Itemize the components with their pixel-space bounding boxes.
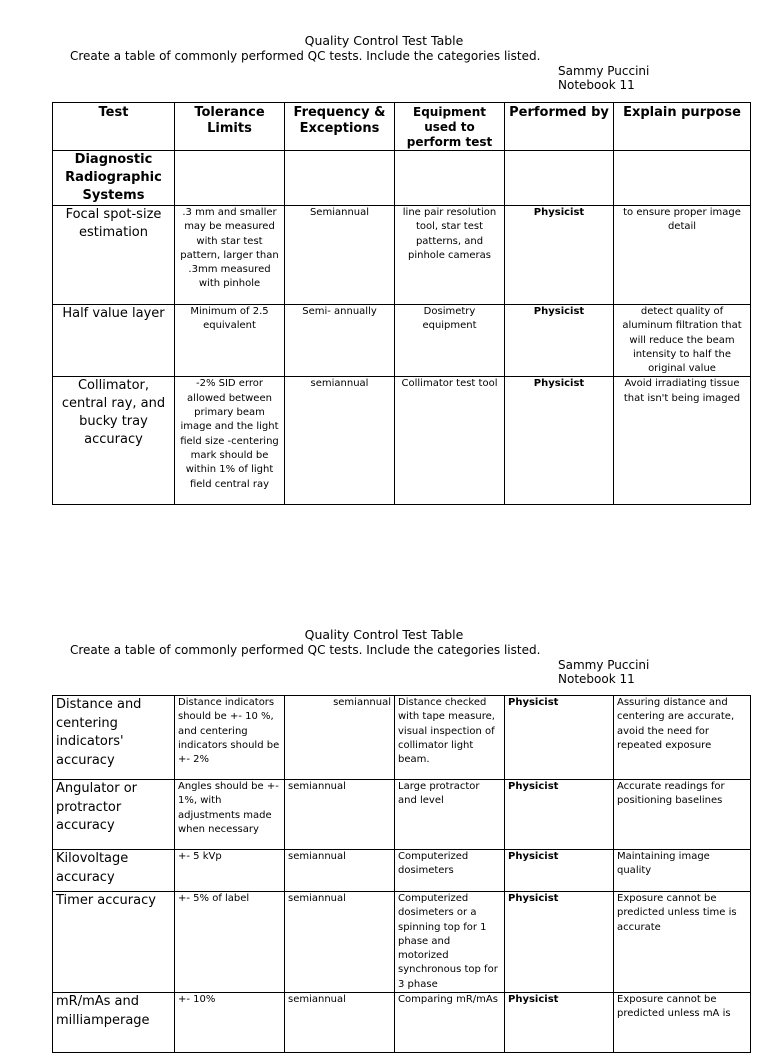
purpose-cell: Exposure cannot be predicted unless time is accurate xyxy=(614,892,751,993)
author-notebook: Notebook 11 xyxy=(558,78,635,92)
performed-by-cell: Physicist xyxy=(505,780,614,850)
equipment-cell: Comparing mR/mAs xyxy=(395,993,505,1053)
table-row xyxy=(53,377,751,505)
empty-cell xyxy=(175,151,285,206)
empty-cell xyxy=(614,151,751,206)
purpose-cell: detect quality of aluminum filtration that will reduce the beam intensity to half the original value xyxy=(614,305,751,377)
purpose-cell: Maintaining image quality xyxy=(614,850,751,892)
table-row xyxy=(53,305,751,377)
table-row xyxy=(53,206,751,305)
test-name: Focal spot-size estimation xyxy=(53,206,175,305)
purpose-cell: Assuring distance and centering are accurate, avoid the need for repeated exposure xyxy=(614,696,751,780)
qc-table-1 xyxy=(52,102,751,505)
header-frequency: Frequency & Exceptions xyxy=(285,103,395,151)
test-name: Half value layer xyxy=(53,305,175,377)
test-name: Timer accuracy xyxy=(53,892,175,993)
equipment-cell: Computerized dosimeters xyxy=(395,850,505,892)
tolerance-cell: -2% SID error allowed between primary beam image and the light field size -centering mark should be within 1% of light field central ray xyxy=(175,377,285,505)
frequency-cell: semiannual xyxy=(285,850,395,892)
table-row xyxy=(53,780,751,850)
instructions: Create a table of commonly performed QC tests. Include the categories listed. xyxy=(70,643,541,657)
header-equipment: Equipment used to perform test xyxy=(395,103,505,151)
table-header-row xyxy=(53,103,751,151)
tolerance-cell: .3 mm and smaller may be measured with star test pattern, larger than .3mm measured with pinhole xyxy=(175,206,285,305)
frequency-cell: semiannual xyxy=(285,993,395,1053)
tolerance-cell: +- 10% xyxy=(175,993,285,1053)
table-row xyxy=(53,993,751,1053)
frequency-cell: Semiannual xyxy=(285,206,395,305)
header-tolerance: Tolerance Limits xyxy=(175,103,285,151)
purpose-cell: Exposure cannot be predicted unless mA is xyxy=(614,993,751,1053)
performed-by-cell: Physicist xyxy=(505,850,614,892)
performed-by-cell: Physicist xyxy=(505,305,614,377)
author-name: Sammy Puccini xyxy=(558,64,650,78)
performed-by-cell: Physicist xyxy=(505,993,614,1053)
author-block xyxy=(558,658,649,686)
purpose-cell: to ensure proper image detail xyxy=(614,206,751,305)
empty-cell xyxy=(395,151,505,206)
equipment-cell: Large protractor and level xyxy=(395,780,505,850)
performed-by-cell: Physicist xyxy=(505,696,614,780)
frequency-cell: Semi- annually xyxy=(285,305,395,377)
instructions: Create a table of commonly performed QC tests. Include the categories listed. xyxy=(70,49,541,63)
page-title: Quality Control Test Table xyxy=(304,33,464,48)
test-name: Kilovoltage accuracy xyxy=(53,850,175,892)
empty-cell xyxy=(285,151,395,206)
page-title: Quality Control Test Table xyxy=(304,627,464,642)
equipment-cell: Collimator test tool xyxy=(395,377,505,505)
purpose-cell: Avoid irradiating tissue that isn't being imaged xyxy=(614,377,751,505)
frequency-cell: semiannual xyxy=(285,892,395,993)
frequency-cell: semiannual xyxy=(285,696,395,780)
empty-cell xyxy=(505,151,614,206)
purpose-cell: Accurate readings for positioning baselines xyxy=(614,780,751,850)
section-label: Diagnostic Radiographic Systems xyxy=(53,151,175,206)
equipment-cell: Distance checked with tape measure, visual inspection of collimator light beam. xyxy=(395,696,505,780)
header-performed-by: Performed by xyxy=(505,103,614,151)
test-name: Collimator, central ray, and bucky tray accuracy xyxy=(53,377,175,505)
author-name: Sammy Puccini xyxy=(558,658,650,672)
equipment-cell: line pair resolution tool, star test patterns, and pinhole cameras xyxy=(395,206,505,305)
author-block xyxy=(558,64,649,92)
header-test: Test xyxy=(53,103,175,151)
table-row xyxy=(53,892,751,993)
test-name: Angulator or protractor accuracy xyxy=(53,780,175,850)
section-row xyxy=(53,151,751,206)
frequency-cell: semiannual xyxy=(285,780,395,850)
equipment-cell: Dosimetry equipment xyxy=(395,305,505,377)
qc-table-2 xyxy=(52,695,751,1053)
table-row xyxy=(53,850,751,892)
performed-by-cell: Physicist xyxy=(505,377,614,505)
equipment-cell: Computerized dosimeters or a spinning top for 1 phase and motorized synchronous top for 3 phase xyxy=(395,892,505,993)
tolerance-cell: Distance indicators should be +- 10 %, and centering indicators should be +- 2% xyxy=(175,696,285,780)
test-name: Distance and centering indicators' accuracy xyxy=(53,696,175,780)
tolerance-cell: +- 5% of label xyxy=(175,892,285,993)
tolerance-cell: Minimum of 2.5 equivalent xyxy=(175,305,285,377)
tolerance-cell: Angles should be +- 1%, with adjustments made when necessary xyxy=(175,780,285,850)
performed-by-cell: Physicist xyxy=(505,206,614,305)
frequency-cell: semiannual xyxy=(285,377,395,505)
performed-by-cell: Physicist xyxy=(505,892,614,993)
author-notebook: Notebook 11 xyxy=(558,672,635,686)
tolerance-cell: +- 5 kVp xyxy=(175,850,285,892)
test-name: mR/mAs and milliamperage xyxy=(53,993,175,1053)
header-purpose: Explain purpose xyxy=(614,103,751,151)
table-row xyxy=(53,696,751,780)
